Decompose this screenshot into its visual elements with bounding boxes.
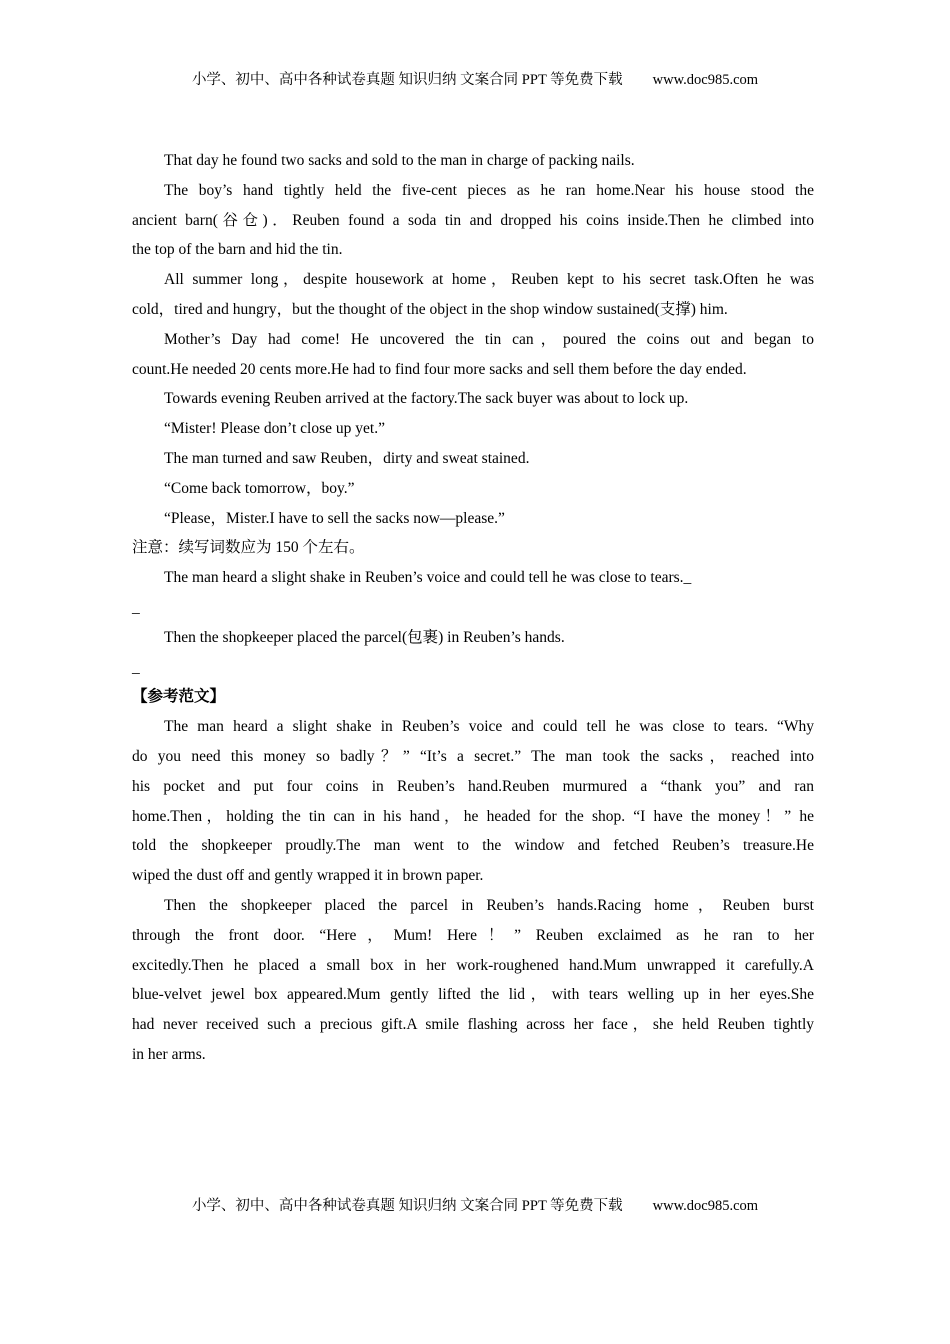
story-line: Mother’s Day had come! He uncovered the tin can，poured the coins out and began to bbox=[164, 330, 814, 348]
essay-line: wiped the dust off and gently wrapped it in brown paper. bbox=[132, 867, 484, 885]
essay-line: in her arms. bbox=[132, 1045, 206, 1063]
dialogue-line: “Please，Mister.I have to sell the sacks now—please.” bbox=[164, 509, 505, 527]
dialogue-line: “Mister! Please don’t close up yet.” bbox=[164, 420, 385, 438]
essay-line: blue-velvet jewel box appeared.Mum gently lifted the lid，with tears welling up in her eyes.She bbox=[132, 986, 814, 1004]
dialogue-line: “Come back tomorrow，boy.” bbox=[164, 479, 355, 497]
footer-promo-text: 小学、初中、高中各种试卷真题 知识归纳 文案合同 PPT 等免费下载 bbox=[191, 1198, 623, 1214]
story-line: The man turned and saw Reuben，dirty and sweat stained. bbox=[164, 449, 530, 467]
essay-line: Then the shopkeeper placed the parcel in Reuben’s hands.Racing home，Reuben burst bbox=[164, 896, 814, 914]
essay-line: through the front door. “Here，Mum! Here！” Reuben exclaimed as he ran to her bbox=[132, 926, 814, 944]
document-body bbox=[132, 146, 814, 1070]
story-line: The boy’s hand tightly held the five-cent pieces as he ran home.Near his house stood the bbox=[164, 181, 814, 199]
prompt-line: The man heard a slight shake in Reuben’s voice and could tell he was close to tears._ bbox=[164, 569, 692, 587]
story-line: All summer long，despite housework at home，Reuben kept to his secret task.Often he was bbox=[164, 271, 814, 289]
essay-line: The man heard a slight shake in Reuben’s voice and could tell he was close to tears. “Why bbox=[164, 718, 814, 736]
reference-essay-heading: 【参考范文】 bbox=[132, 688, 226, 706]
notice-line: 注意：续写词数应为 150 个左右。 bbox=[132, 539, 365, 557]
essay-line: do you need this money so badly？” “It’s a secret.” The man took the sacks，reached into bbox=[132, 747, 814, 765]
header-url-link[interactable]: www.doc985.com bbox=[652, 72, 759, 88]
essay-line: home.Then，holding the tin can in his hand，he headed for the shop. “I have the money！” he bbox=[132, 807, 814, 825]
essay-line: told the shopkeeper proudly.The man went to the window and fetched Reuben’s treasure.He bbox=[132, 837, 814, 855]
essay-line: had never received such a precious gift.A smile flashing across her face，she held Reuben tightly bbox=[132, 1016, 814, 1034]
story-line: ancient barn(谷仓)．Reuben found a soda tin and dropped his coins inside.Then he climbed into bbox=[132, 211, 814, 229]
footer-url-link[interactable]: www.doc985.com bbox=[652, 1198, 759, 1214]
story-line: That day he found two sacks and sold to the man in charge of packing nails. bbox=[164, 152, 635, 169]
page-footer bbox=[0, 1196, 950, 1216]
story-line: cold，tired and hungry，but the thought of the object in the shop window sustained(支撑) him. bbox=[132, 300, 728, 318]
essay-line: excitedly.Then he placed a small box in her work-roughened hand.Mum unwrapped it carefully.A bbox=[132, 956, 814, 974]
header-promo-text: 小学、初中、高中各种试卷真题 知识归纳 文案合同 PPT 等免费下载 bbox=[191, 72, 623, 88]
prompt-line: Then the shopkeeper placed the parcel(包裹) in Reuben’s hands. bbox=[164, 628, 565, 646]
story-line: the top of the barn and hid the tin. bbox=[132, 241, 343, 259]
answer-blank-line: _ bbox=[132, 598, 140, 616]
answer-blank-line: _ bbox=[132, 658, 140, 676]
story-line: Towards evening Reuben arrived at the factory.The sack buyer was about to lock up. bbox=[164, 390, 689, 408]
page-header bbox=[0, 70, 950, 90]
essay-line: his pocket and put four coins in Reuben’s hand.Reuben murmured a “thank you” and ran bbox=[132, 777, 814, 795]
story-line: count.He needed 20 cents more.He had to find four more sacks and sell them before the day ended. bbox=[132, 360, 747, 378]
